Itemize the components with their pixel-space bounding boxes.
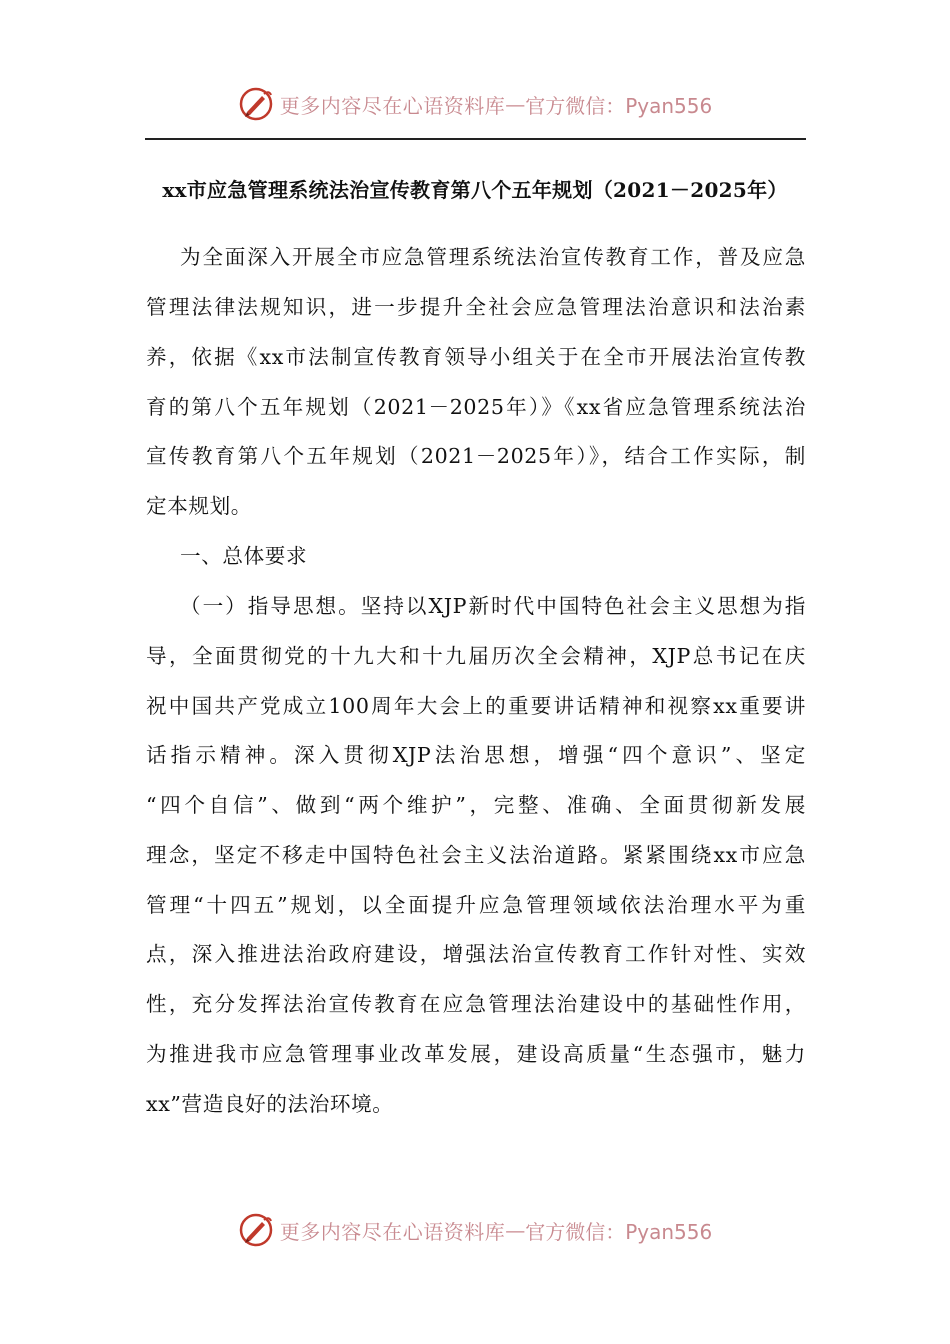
body-line: 为全面深入开展全市应急管理系统法治宣传教育工作，普及应急 (180, 245, 806, 269)
header-banner (0, 84, 950, 124)
banner-brand: 更多内容尽在心语资料库 (279, 93, 506, 118)
body-line: 话指示精神。深入贯彻XJP法治思想，增强“四个意识”、坚定 (146, 743, 806, 767)
document-title: xx市应急管理系统法治宣传教育第八个五年规划（2021－2025年） (162, 178, 788, 202)
body-line: 管理“十四五”规划，以全面提升应急管理领域依法治理水平为重 (146, 893, 806, 917)
banner-separator: — (505, 1218, 526, 1242)
body-line: （一）指导思想。坚持以XJP新时代中国特色社会主义思想为指 (180, 594, 806, 618)
body-line: 理念，坚定不移走中国特色社会主义法治道路。紧紧围绕xx市应急 (146, 843, 806, 867)
body-line: 定本规划。 (146, 494, 252, 518)
body-line: 为推进我市应急管理事业改革发展，建设高质量“生态强市，魅力 (146, 1042, 806, 1066)
body-line: 点，深入推进法治政府建设，增强法治宣传教育工作针对性、实效 (146, 942, 806, 966)
pen-logo-icon (238, 1212, 274, 1248)
body-line: 祝中国共产党成立100周年大会上的重要讲话精神和视察xx重要讲 (146, 694, 806, 718)
body-line: 育的第八个五年规划（2021－2025年）》《xx省应急管理系统法治 (146, 395, 806, 419)
body-line: 导，全面贯彻党的十九大和十九届历次全会精神，XJP总书记在庆 (146, 644, 806, 668)
pen-logo-icon (238, 86, 274, 122)
banner-brand: 更多内容尽在心语资料库 (279, 1219, 506, 1244)
footer-banner (0, 1210, 950, 1250)
body-line: “四个自信”、做到“两个维护”，完整、准确、全面贯彻新发展 (146, 793, 806, 817)
section-heading: 一、总体要求 (180, 544, 308, 568)
body-line: 性，充分发挥法治宣传教育在应急管理法治建设中的基础性作用， (146, 992, 806, 1016)
body-line: 宣传教育第八个五年规划（2021－2025年）》，结合工作实际，制 (146, 444, 806, 468)
header-rule (145, 138, 806, 140)
banner-separator: — (505, 92, 526, 116)
banner-wechat: 官方微信：Pyan556 (525, 93, 713, 118)
banner-wechat: 官方微信：Pyan556 (525, 1219, 713, 1244)
body-line: 养，依据《xx市法制宣传教育领导小组关于在全市开展法治宣传教 (146, 345, 806, 369)
body-line: 管理法律法规知识，进一步提升全社会应急管理法治意识和法治素 (146, 295, 806, 319)
body-line: xx”营造良好的法治环境。 (146, 1092, 394, 1116)
